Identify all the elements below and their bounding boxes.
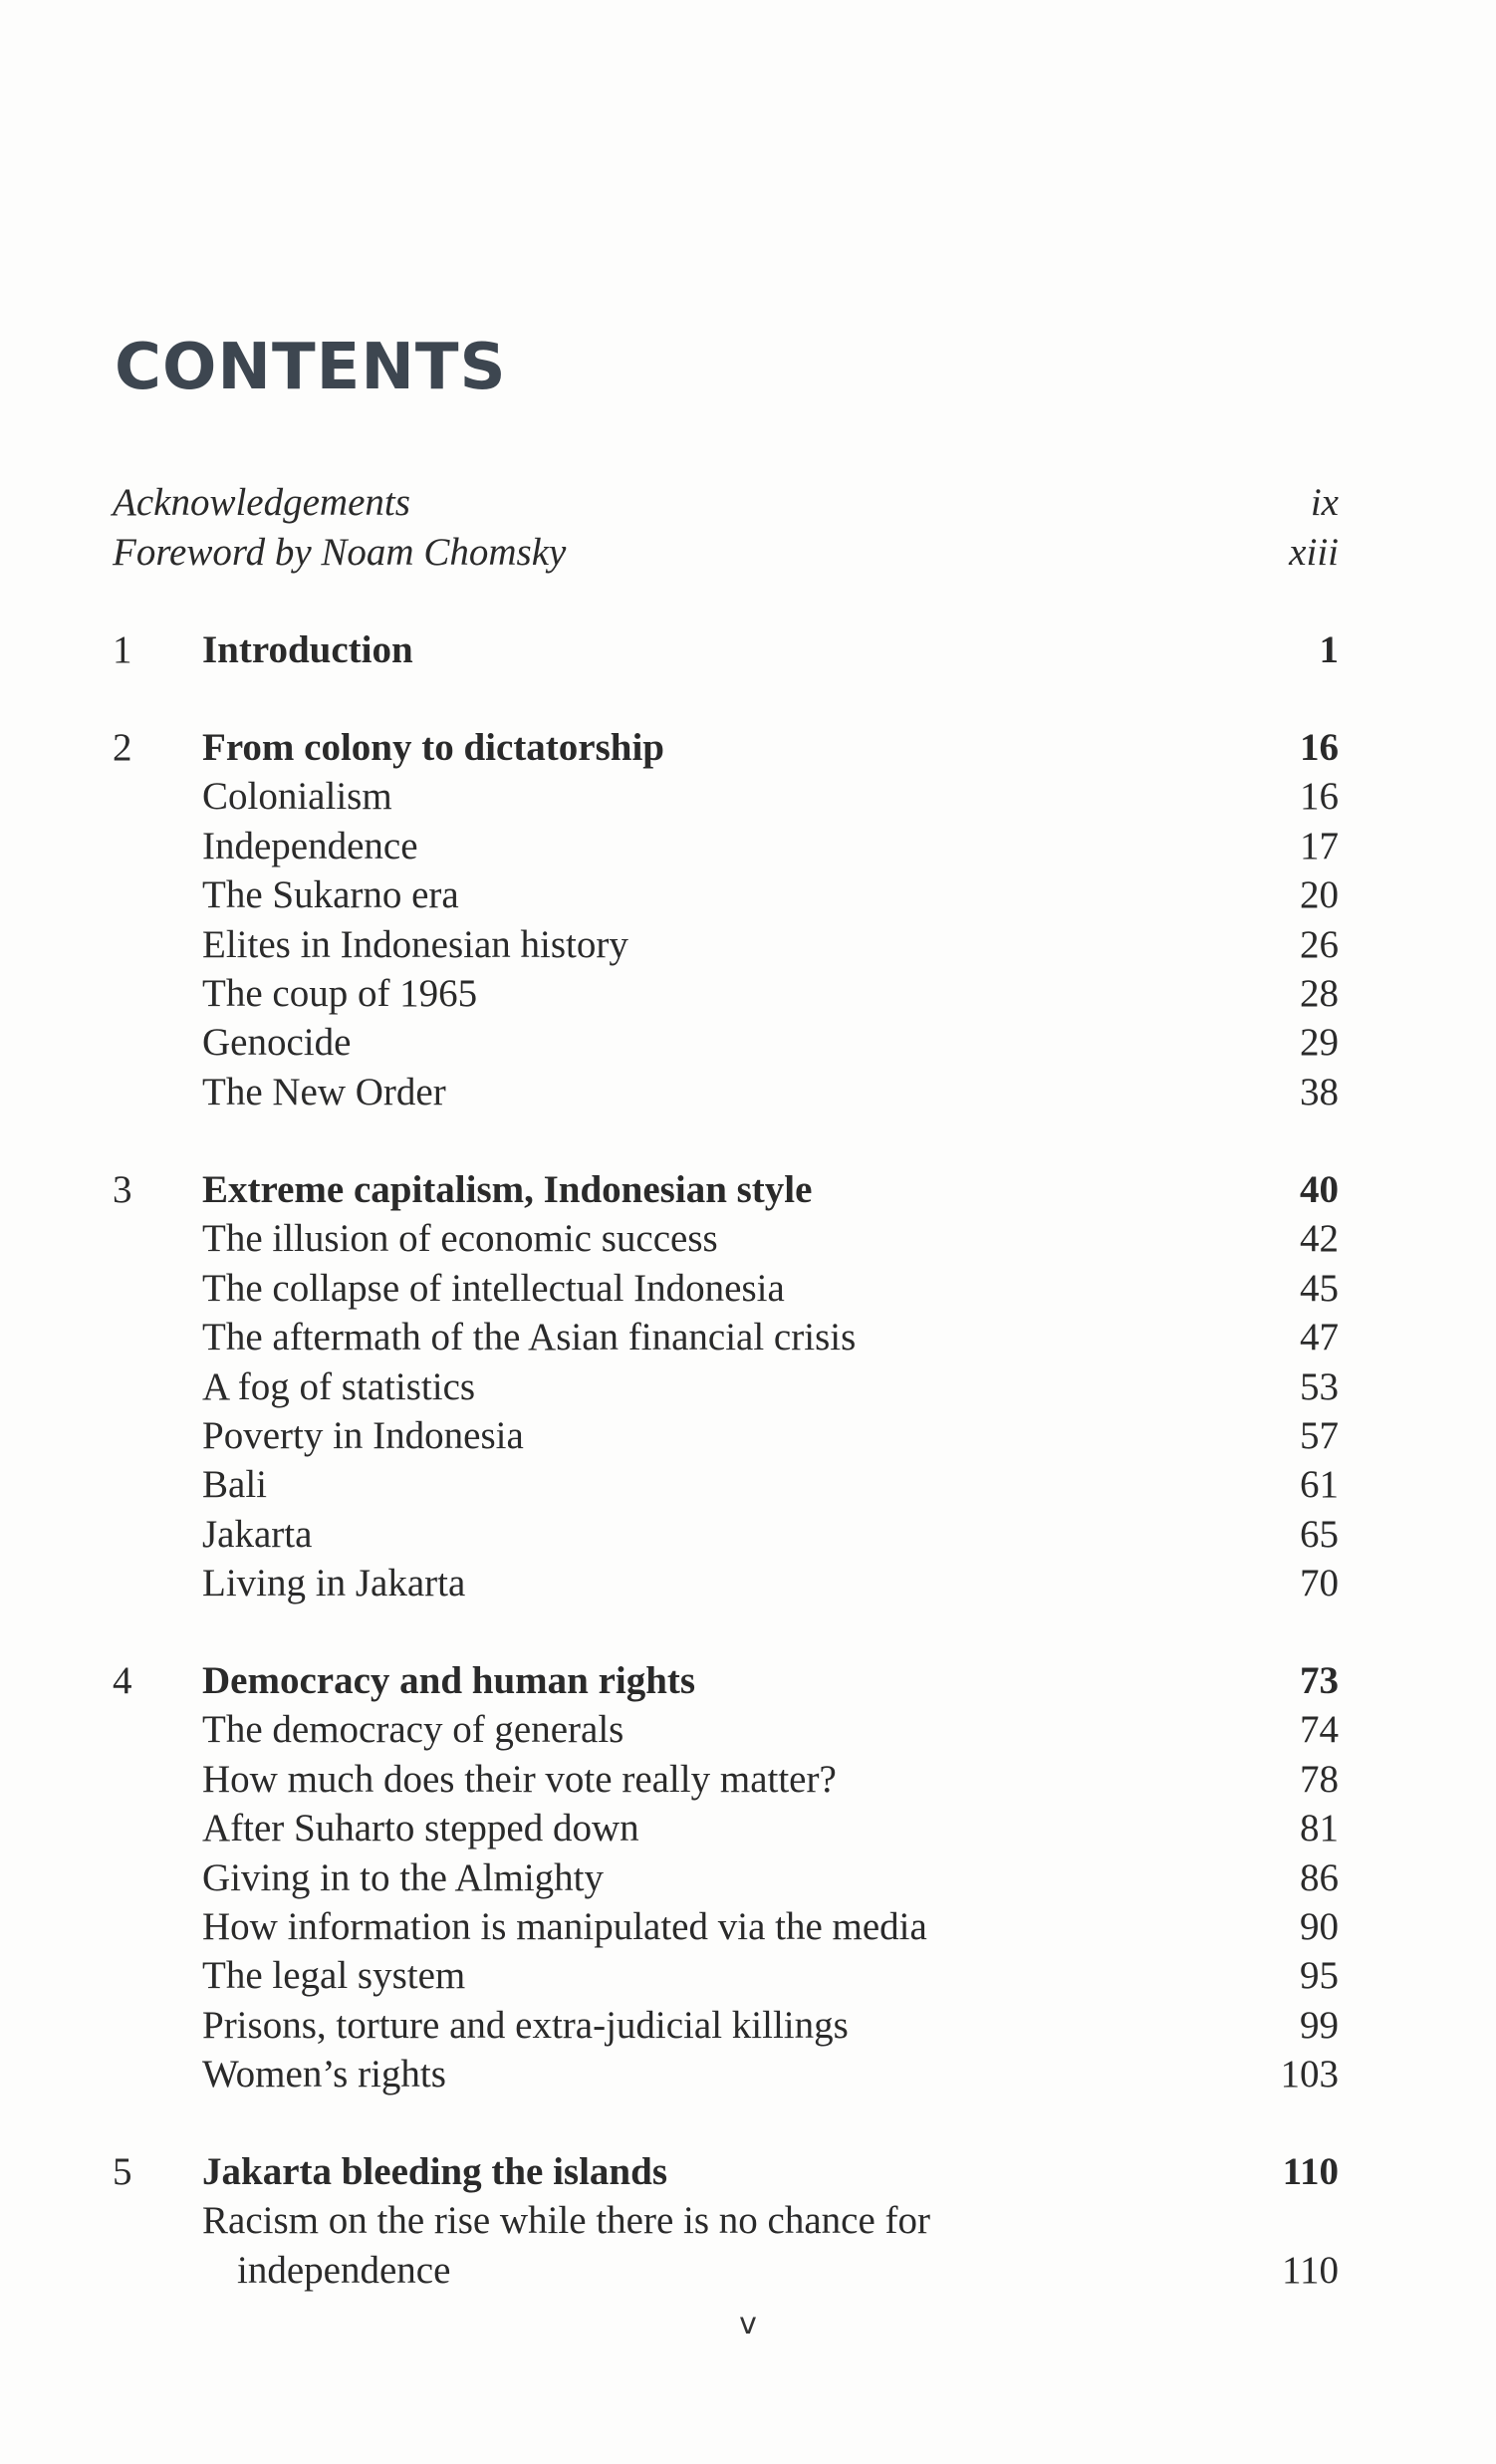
entry-title: The legal system (202, 1954, 466, 1997)
entry-title: Elites in Indonesian history (202, 923, 628, 966)
toc-section-row (0, 1214, 1496, 1263)
entry-title: Democracy and human rights (202, 1659, 696, 1702)
toc-section-row (0, 1264, 1496, 1313)
entry-page-number: 28 (1300, 972, 1339, 1015)
entry-page-number: 110 (1282, 2150, 1339, 2193)
entry-title: From colony to dictatorship (202, 726, 665, 769)
toc-section-row (0, 1951, 1496, 2000)
entry-page-number: 17 (1300, 825, 1339, 867)
entry-page-number: 81 (1300, 1807, 1339, 1849)
toc-section-row (0, 1902, 1496, 1951)
toc-section-row (0, 1018, 1496, 1067)
entry-page-number: 65 (1300, 1513, 1339, 1556)
entry-title: Genocide (202, 1021, 352, 1064)
entry-title: Living in Jakarta (202, 1562, 466, 1604)
entry-page-number: 16 (1300, 775, 1339, 818)
folio-page-number: v (739, 2307, 757, 2341)
entry-title: Poverty in Indonesia (202, 1414, 524, 1457)
entry-title: The collapse of intellectual Indonesia (202, 1267, 785, 1310)
entry-title: Acknowledgements (113, 481, 410, 524)
chapter-number: 5 (113, 2150, 132, 2193)
entry-page-number: 1 (1319, 628, 1339, 671)
toc-section-row (0, 2001, 1496, 2050)
toc-section-row (0, 1313, 1496, 1361)
entry-title: Racism on the rise while there is no chance for (202, 2199, 931, 2242)
toc-chapter-row (0, 723, 1496, 772)
toc-frontmatter-row (0, 528, 1496, 577)
toc-chapter-row (0, 1165, 1496, 1214)
entry-page-number: 95 (1300, 1954, 1339, 1997)
entry-page-number: 78 (1300, 1758, 1339, 1801)
toc-section-row (0, 2050, 1496, 2098)
entry-title: Bali (202, 1463, 267, 1506)
entry-title: The coup of 1965 (202, 972, 478, 1015)
entry-page-number: 20 (1300, 873, 1339, 916)
entry-title: The aftermath of the Asian financial crisis (202, 1316, 857, 1358)
entry-page-number: 16 (1300, 726, 1339, 769)
entry-title: How information is manipulated via the media (202, 1905, 927, 1948)
entry-title: Colonialism (202, 775, 392, 818)
entry-page-number: 42 (1300, 1217, 1339, 1260)
chapter-number: 2 (113, 726, 132, 769)
entry-page-number: 70 (1300, 1562, 1339, 1604)
toc-section-row (0, 1853, 1496, 1902)
entry-page-number: 53 (1300, 1365, 1339, 1408)
toc-section-row (0, 822, 1496, 870)
entry-page-number: 57 (1300, 1414, 1339, 1457)
toc-section-row (0, 1755, 1496, 1804)
toc-chapter-row (0, 2147, 1496, 2196)
entry-page-number: 99 (1300, 2004, 1339, 2047)
toc-section-row (0, 1068, 1496, 1116)
entry-title: Foreword by Noam Chomsky (113, 531, 567, 574)
toc-section-row (0, 1411, 1496, 1460)
toc-section-row (0, 2196, 1496, 2245)
toc-section-row (0, 1705, 1496, 1754)
entry-page-number: 61 (1300, 1463, 1339, 1506)
entry-page-number: 38 (1300, 1071, 1339, 1113)
toc-chapter-row (0, 1656, 1496, 1705)
entry-title: Giving in to the Almighty (202, 1856, 605, 1899)
entry-page-number: 26 (1300, 923, 1339, 966)
entry-page-number: ix (1310, 481, 1339, 524)
toc-section-row (0, 1460, 1496, 1509)
page-title: CONTENTS (115, 331, 507, 404)
toc-frontmatter-row (0, 478, 1496, 527)
chapter-number: 1 (113, 628, 132, 671)
toc-chapter-row (0, 625, 1496, 674)
entry-title: Jakarta bleeding the islands (202, 2150, 667, 2193)
toc-section-row (0, 1804, 1496, 1852)
entry-page-number: 45 (1300, 1267, 1339, 1310)
entry-title: Jakarta (202, 1513, 313, 1556)
entry-title: Extreme capitalism, Indonesian style (202, 1168, 813, 1211)
entry-page-number: 40 (1300, 1168, 1339, 1211)
toc-section-row (0, 772, 1496, 821)
entry-title: The New Order (202, 1071, 446, 1113)
chapter-number: 3 (113, 1168, 132, 1211)
entry-page-number: 47 (1300, 1316, 1339, 1358)
toc-section-row (0, 920, 1496, 969)
entry-title: The Sukarno era (202, 873, 459, 916)
entry-page-number: 73 (1300, 1659, 1339, 1702)
entry-title: Prisons, torture and extra-judicial killings (202, 2004, 849, 2047)
entry-title: Introduction (202, 628, 413, 671)
entry-page-number: 74 (1300, 1708, 1339, 1751)
toc-section-row (0, 969, 1496, 1018)
entry-title: independence (237, 2249, 451, 2292)
entry-title: A fog of statistics (202, 1365, 476, 1408)
entry-page-number: 103 (1280, 2053, 1339, 2095)
entry-page-number: 90 (1300, 1905, 1339, 1948)
entry-title: The democracy of generals (202, 1708, 624, 1751)
entry-title: How much does their vote really matter? (202, 1758, 837, 1801)
toc-section-row (0, 1362, 1496, 1411)
toc-section-row (0, 1559, 1496, 1607)
toc-section-row (0, 870, 1496, 919)
entry-title: Women’s rights (202, 2053, 446, 2095)
entry-title: Independence (202, 825, 418, 867)
entry-title: After Suharto stepped down (202, 1807, 639, 1849)
chapter-number: 4 (113, 1659, 132, 1702)
toc-section-row (0, 2246, 1496, 2295)
entry-title: The illusion of economic success (202, 1217, 718, 1260)
entry-page-number: 86 (1300, 1856, 1339, 1899)
toc-section-row (0, 1510, 1496, 1559)
entry-page-number: xiii (1289, 531, 1339, 574)
entry-page-number: 110 (1281, 2249, 1339, 2292)
entry-page-number: 29 (1300, 1021, 1339, 1064)
